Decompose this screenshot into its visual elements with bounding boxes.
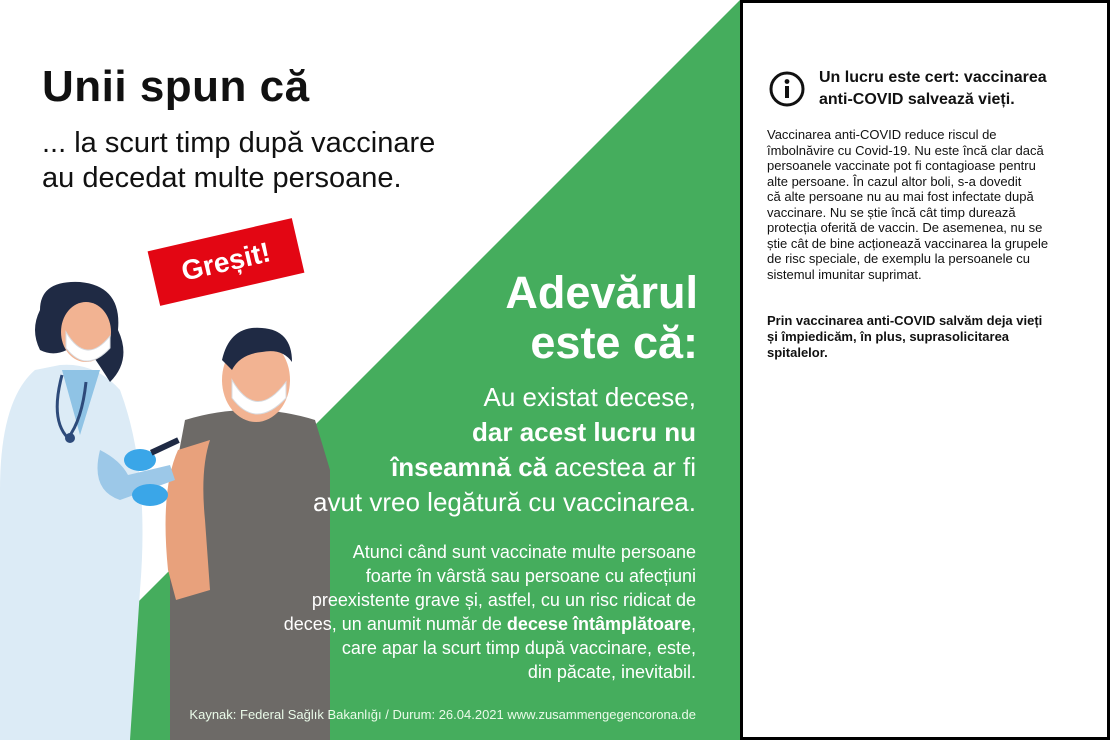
nurse-figure	[0, 282, 180, 740]
truth-detail-start: deces, un anumit număr de	[283, 614, 507, 634]
truth-lead-line	[226, 415, 696, 450]
truth-lead-line	[226, 450, 696, 485]
info-body-line: persoanele vaccinate pot fi contagioase pentru	[767, 158, 1036, 173]
truth-detail-line: foarte în vârstă sau persoane cu afecțiuni	[365, 566, 696, 586]
info-heading-line: anti-COVID salvează vieți.	[819, 91, 1015, 108]
truth-detail-line: preexistente grave și, astfel, cu un risc ridicat de	[311, 590, 696, 610]
info-body-line: sistemul imunitar suprimat.	[767, 266, 922, 282]
info-body-line: Vaccinarea anti-COVID reduce riscul de	[767, 127, 997, 142]
claim-text	[42, 126, 512, 196]
claim-line: au decedat multe persoane.	[42, 162, 402, 194]
truth-detail-line: care apar la scurt timp după vaccinare, este,	[341, 638, 696, 658]
info-conclusion-line: spitalelor.	[767, 345, 828, 360]
truth-title	[505, 268, 698, 368]
truth-lead-bold: înseamnă că	[391, 452, 548, 482]
truth-detail-line	[216, 612, 696, 636]
info-body-line: de risc speciale, de exemplu la persoanele cu	[767, 251, 1031, 266]
info-conclusion-line: Prin vaccinarea anti-COVID salvăm deja vieți	[767, 313, 1043, 328]
info-heading-line: Un lucru este cert: vaccinarea	[819, 69, 1047, 86]
info-body-line: alte persoane. În cazul altor boli, s-a dovedit	[767, 173, 1022, 189]
source-credit: Kaynak: Federal Sağlık Bakanlığı / Durum: 26.04.2021 www.zusammengegencorona.de	[189, 707, 696, 722]
truth-lead-text	[226, 380, 696, 520]
truth-detail-text	[216, 540, 696, 684]
info-body-line: îmbolnăvire cu Covid-19. Nu este încă clar dacă	[767, 142, 1044, 158]
info-body-line: vaccinare. Nu se știe încă cât timp durează	[767, 204, 1016, 220]
info-heading	[819, 67, 1089, 111]
truth-detail-line: din păcate, inevitabil.	[527, 662, 696, 682]
truth-lead-line: Au existat decese,	[483, 382, 696, 412]
info-conclusion	[767, 313, 1097, 361]
truth-lead-rest: acestea ar fi	[547, 452, 696, 482]
claim-title: Unii spun că	[42, 62, 310, 111]
info-panel	[740, 0, 1110, 740]
truth-title-line: Adevărul	[505, 267, 698, 318]
truth-lead-line: avut vreo legătură cu vaccinarea.	[313, 487, 696, 517]
truth-detail-bold: decese întâmplătoare	[506, 614, 691, 634]
info-body-line: protecția oferită de vaccin. De asemenea, nu se	[767, 220, 1043, 235]
info-body	[767, 127, 1097, 282]
info-body-line: știe cât de bine acționează vaccinarea la grupele	[767, 235, 1049, 251]
truth-detail-end: ,	[690, 614, 696, 634]
info-icon	[769, 71, 805, 107]
info-body-line: că alte persoane nu au mai fost infectate după	[767, 189, 1034, 204]
info-conclusion-line: și împiedicăm, în plus, suprasolicitarea	[767, 329, 1010, 344]
wrong-badge: Greșit!	[148, 218, 305, 306]
claim-line: ... la scurt timp după vaccinare	[42, 127, 436, 159]
truth-lead-bold: dar acest lucru nu	[472, 417, 696, 447]
truth-title-line: este că:	[530, 317, 698, 368]
truth-detail-line: Atunci când sunt vaccinate multe persoane	[352, 542, 696, 562]
